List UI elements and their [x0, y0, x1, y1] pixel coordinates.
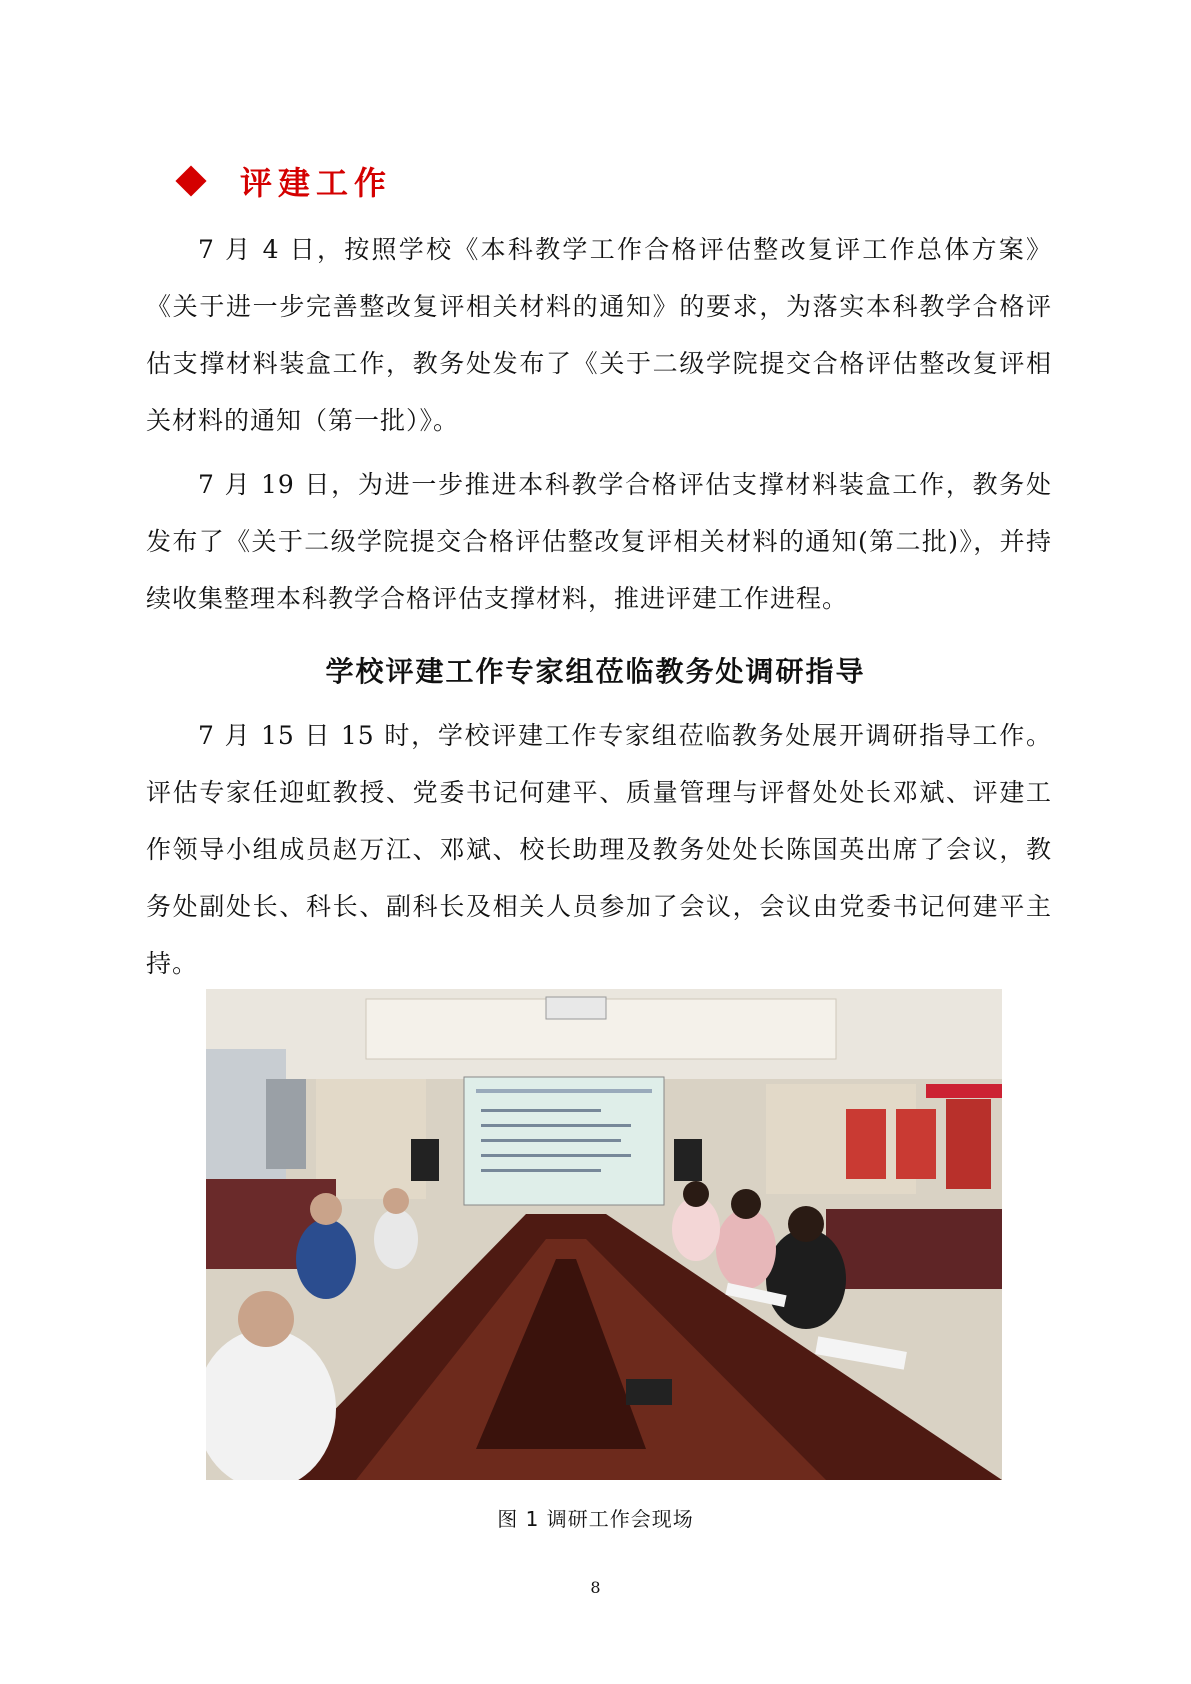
figure-caption: 图 1 调研工作会现场 [497, 1507, 694, 1531]
paragraph-2: 7 月 19 日，为进一步推进本科教学合格评估支撑材料装盒工作，教务处发布了《关于二级学院提交合格评估整改复评相关材料的通知(第二批)》，并持续收集整理本科教学合格评估支撑材料，推进评建工作进程。 [146, 470, 1052, 613]
meeting-photo [206, 989, 1002, 1480]
paragraph-1: 7 月 4 日，按照学校《本科教学工作合格评估整改复评工作总体方案》《关于进一步完善整改复评相关材料的通知》的要求，为落实本科教学合格评估支撑材料装盒工作，教务处发布了《关于二级学院提交合格评估整改复评相关材料的通知（第一批）》。 [146, 235, 1052, 435]
paragraph-3: 7 月 15 日 15 时，学校评建工作专家组莅临教务处展开调研指导工作。评估专家任迎虹教授、党委书记何建平、质量管理与评督处处长邓斌、评建工作领导小组成员赵万江、邓斌、校长助理及教务处处长陈国英出席了会议，教务处副处长、科长、副科长及相关人员参加了会议，会议由党委书记何建平主持。 [146, 721, 1052, 978]
page-number: 8 [590, 1578, 601, 1597]
subheading: 学校评建工作专家组莅临教务处调研指导 [325, 655, 866, 688]
diamond-bullet-icon [175, 165, 206, 196]
section-heading [180, 158, 392, 204]
section-title: 评建工作 [240, 164, 393, 202]
